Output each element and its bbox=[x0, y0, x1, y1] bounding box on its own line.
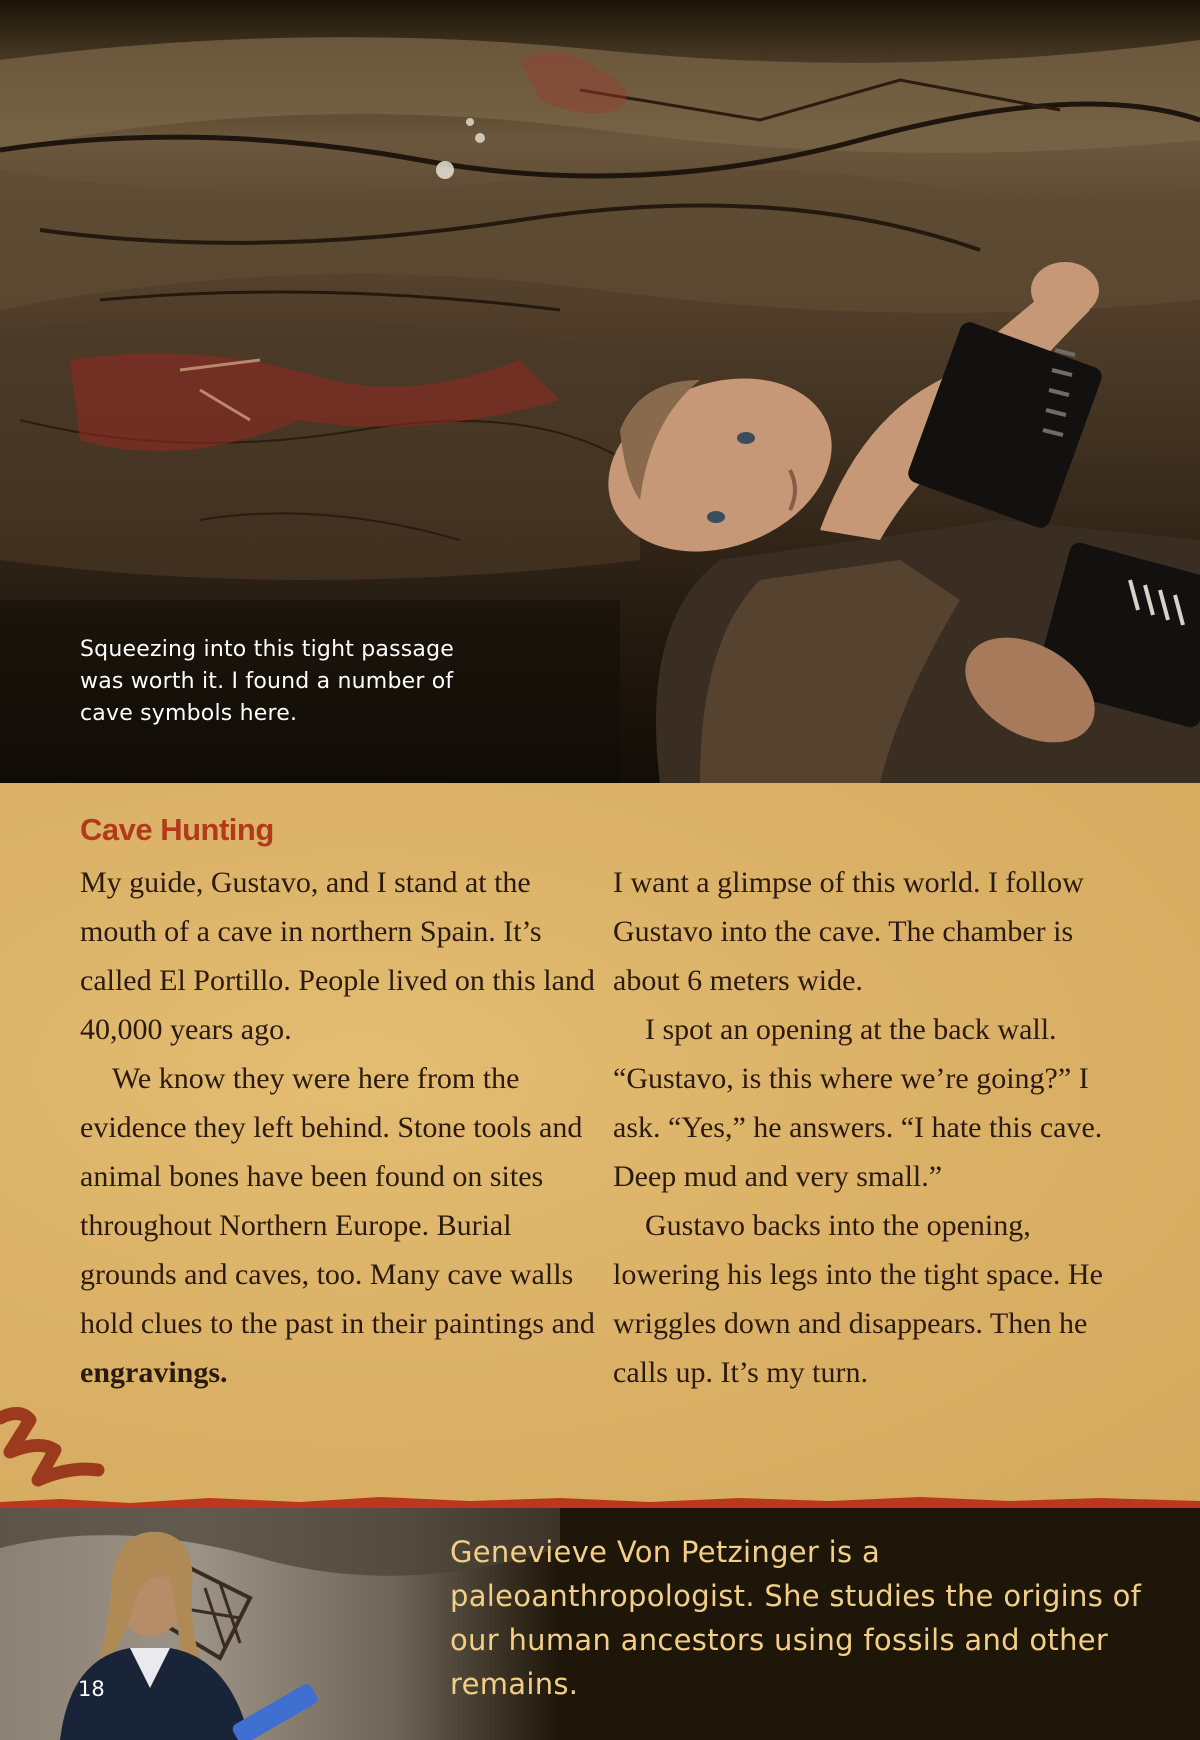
cave-photo bbox=[0, 0, 1200, 783]
paragraph: I spot an opening at the back wall. “Gustavo, is this where we’re going?” I ask. “Yes,” he answers. “I hate this cave. Deep mud and very small.” bbox=[613, 1013, 1103, 1193]
paragraph-text: We know they were here from the evidence they left behind. Stone tools and animal bones have been found on sites throughout Northern Europe. Burial grounds and caves, too. Many cave walls hold clues to the past in their paintings and bbox=[80, 1062, 595, 1340]
left-column bbox=[80, 858, 600, 1397]
zigzag-ornament bbox=[0, 1400, 110, 1490]
right-column bbox=[613, 858, 1113, 1397]
paragraph: I want a glimpse of this world. I follow Gustavo into the cave. The chamber is about 6 meters wide. bbox=[613, 866, 1084, 997]
glossary-term-engravings: engravings. bbox=[80, 1356, 228, 1389]
paragraph: Gustavo backs into the opening, lowering his legs into the tight space. He wriggles down and disappears. Then he calls up. It’s my turn. bbox=[613, 1209, 1103, 1389]
section-title: Cave Hunting bbox=[80, 812, 274, 847]
paragraph bbox=[80, 1054, 600, 1397]
page-number: 18 bbox=[78, 1677, 105, 1701]
photo-caption: Squeezing into this tight passage was worth it. I found a number of cave symbols here. bbox=[80, 637, 454, 726]
paragraph: My guide, Gustavo, and I stand at the mouth of a cave in northern Spain. It’s called El Portillo. People lived on this land 40,000 years ago. bbox=[80, 866, 595, 1046]
author-bio: Genevieve Von Petzinger is a paleoanthropologist. She studies the origins of our human ancestors using fossils and other remains. bbox=[450, 1535, 1142, 1701]
